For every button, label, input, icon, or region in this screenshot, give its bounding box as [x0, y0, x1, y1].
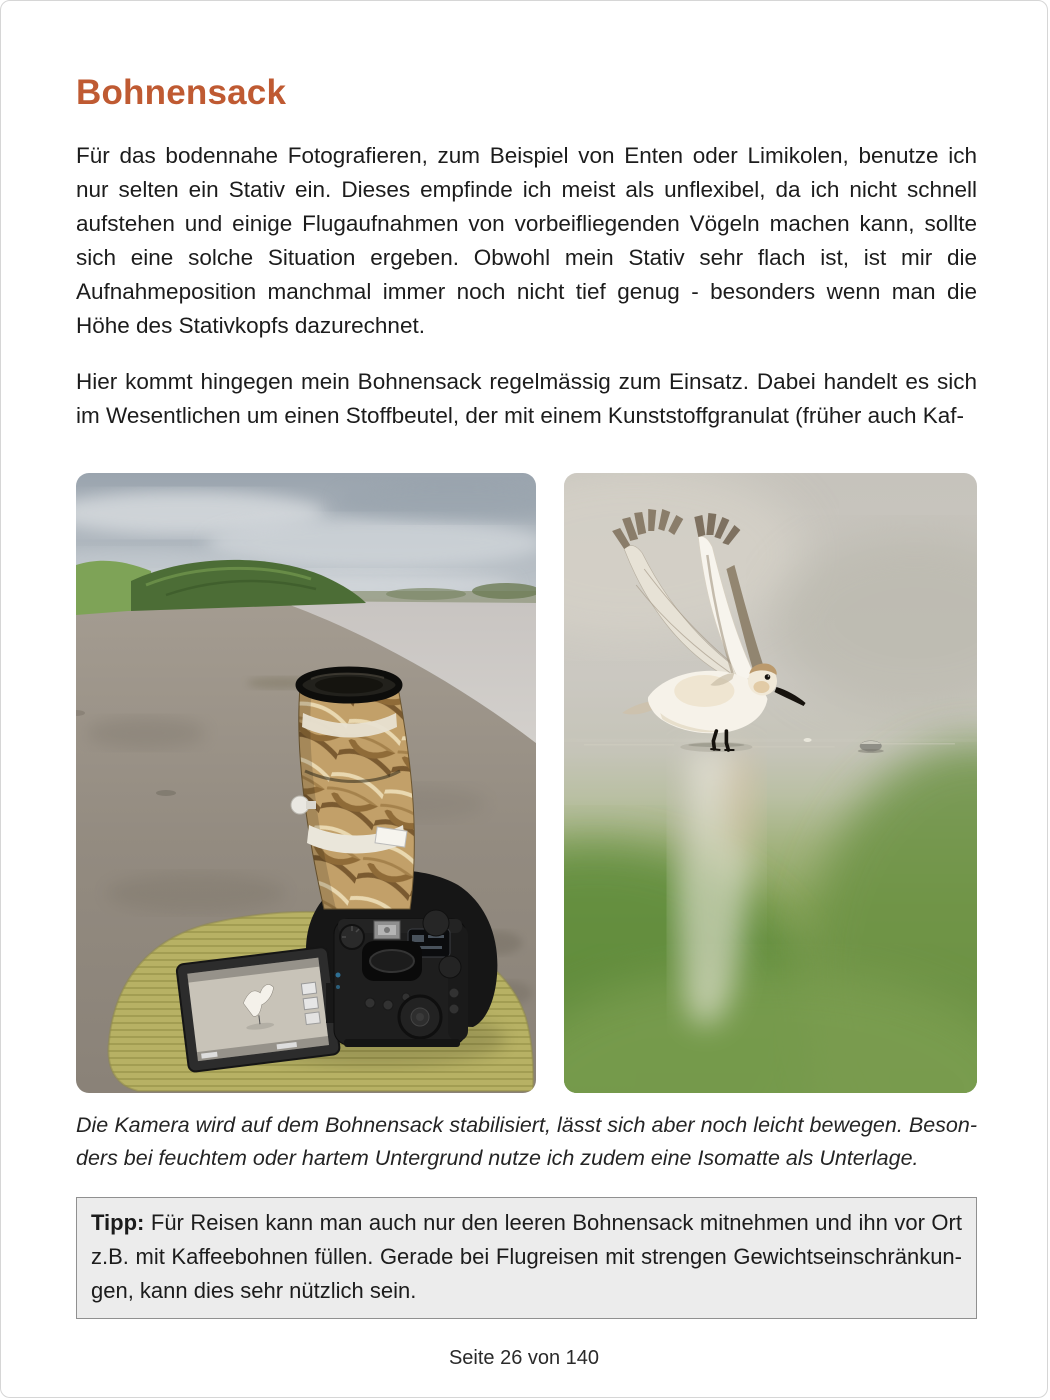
figure-row	[76, 473, 977, 1093]
sandpiper-photo	[564, 473, 977, 1093]
beach-camera-illustration	[76, 473, 536, 1093]
page-title: Bohnensack	[76, 73, 287, 112]
figure-caption: Die Kamera wird auf dem Bohnensack stabilisiert, lässt sich aber noch leicht bewegen. Besonders bei feuchtem oder hartem Untergrund nutze ich zudem eine Isomatte als Unterlage.	[76, 1113, 977, 1170]
tip-text: Für Reisen kann man auch nur den leeren Bohnensack mitnehmen und ihn vor Ort z.B. mit Kaffeebohnen füllen. Gerade bei Flugreisen mit strengen Gewichtseinschränkungen, kann dies sehr nützlich sein.	[91, 1210, 962, 1303]
camera-flip-screen	[176, 946, 340, 1072]
paragraph-1: Für das bodennahe Fotografieren, zum Beispiel von Enten oder Limikolen, benutze ich nur selten ein Stativ ein. Dieses empfinde ich meist als unflexibel, da ich nicht schnell aufstehen und einige Flugaufnahmen von vorbeifliegenden Vögeln machen kann, sollte sich eine solche Situation ergeben. Obwohl mein Stativ sehr flach ist, ist mir die Aufnahmeposition manchmal immer noch nicht tief genug - besonders wenn man die Höhe des Stativkopfs dazurechnet.	[76, 143, 977, 338]
top-dial	[423, 910, 449, 936]
sandpiper-illustration	[564, 473, 977, 1093]
eye	[765, 674, 771, 680]
beach-camera-photo	[76, 473, 536, 1093]
tip-label: Tipp:	[91, 1210, 145, 1235]
page-number: Seite 26 von 140	[448, 1347, 600, 1369]
paragraph-2: Hier kommt hingegen mein Bohnensack regelmässig zum Einsatz. Dabei handelt es sich im Wesentlichen um einen Stoffbeutel, der mit einem Kunststoffgranulat (früher auch Kaf-	[76, 369, 977, 428]
tip-box	[76, 1197, 977, 1319]
